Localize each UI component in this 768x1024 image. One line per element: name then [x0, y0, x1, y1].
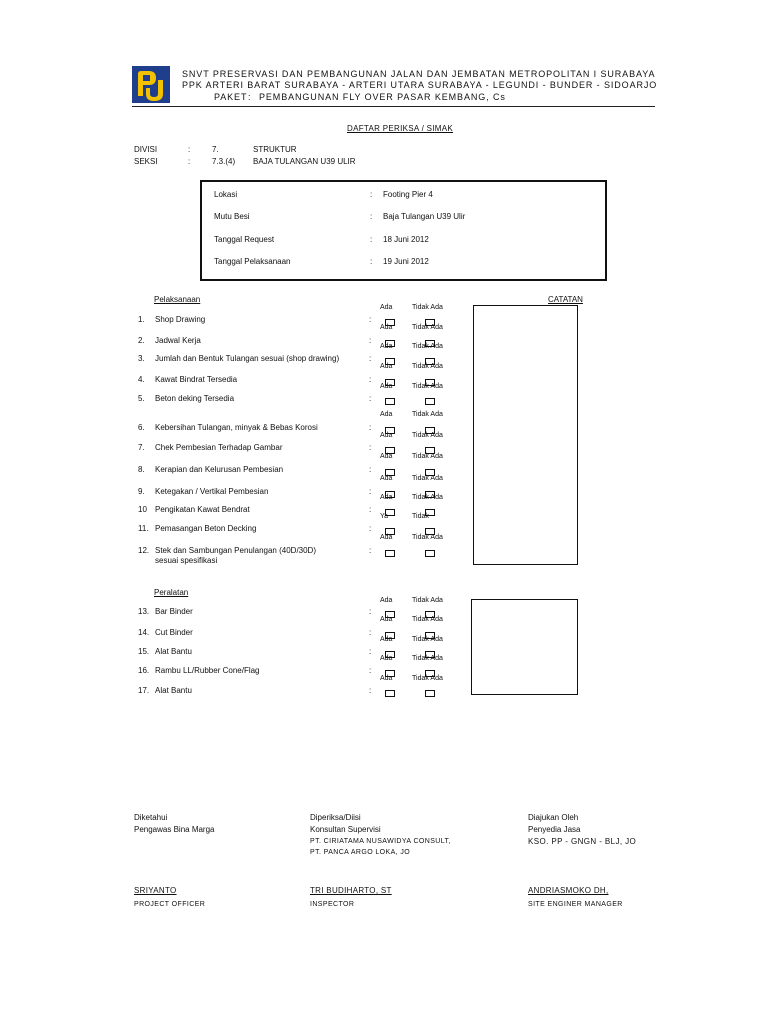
item-colon: : — [369, 607, 372, 616]
pelaksanaan-heading: Pelaksanaan — [154, 295, 201, 304]
tidak-ada-label: Tidak Ada — [412, 475, 443, 482]
ada-checkbox[interactable] — [385, 550, 395, 557]
item-colon: : — [369, 443, 372, 452]
ada-label: Ada — [380, 343, 393, 350]
item-text: Pemasangan Beton Decking — [155, 524, 257, 533]
peralatan-heading: Peralatan — [154, 588, 189, 597]
item-text-line2: sesuai spesifikasi — [155, 556, 218, 565]
info-value: 19 Juni 2012 — [383, 257, 429, 266]
tidak-ada-label: Tidak Ada — [412, 432, 443, 439]
signature-role-line1: Diperiksa/Diisi — [310, 813, 361, 822]
tidak-ada-label: Tidak — [412, 513, 429, 520]
catatan-box-peralatan[interactable] — [471, 599, 578, 695]
tidak-ada-label: Tidak Ada — [412, 636, 443, 643]
item-text: Stek dan Sambungan Penulangan (40D/30D) — [155, 546, 316, 555]
item-number: 15. — [138, 647, 150, 656]
seksi-code: 7.3.(4) — [212, 157, 236, 166]
header-paket-label: PAKET — [214, 92, 248, 102]
tidak-ada-checkbox[interactable] — [425, 550, 435, 557]
item-text: Alat Bantu — [155, 647, 192, 656]
item-number: 9. — [138, 487, 145, 496]
tidak-ada-label: Tidak Ada — [412, 383, 443, 390]
signatory-name: TRI BUDIHARTO, ST — [310, 886, 392, 895]
tidak-ada-label: Tidak Ada — [412, 534, 443, 541]
divisi-colon: : — [188, 145, 191, 154]
item-colon: : — [369, 487, 372, 496]
item-text: Kerapian dan Kelurusan Pembesian — [155, 465, 284, 474]
item-number: 8. — [138, 465, 145, 474]
ada-label: Ada — [380, 363, 393, 370]
item-text: Kawat Bindrat Tersedia — [155, 375, 238, 384]
header-divider — [132, 106, 655, 107]
ada-label: Ada — [380, 675, 393, 682]
tidak-ada-label: Tidak Ada — [412, 324, 443, 331]
ada-label: Ada — [380, 597, 393, 604]
tidak-ada-label: Tidak Ada — [412, 304, 443, 311]
item-number: 5. — [138, 394, 145, 403]
item-text: Jadwal Kerja — [155, 336, 201, 345]
ada-label: Ada — [380, 304, 393, 311]
divisi-label: DIVISI — [134, 145, 158, 154]
seksi-colon: : — [188, 157, 191, 166]
item-text: Cut Binder — [155, 628, 193, 637]
signatory-title: SITE ENGINER MANAGER — [528, 901, 623, 908]
item-number: 14. — [138, 628, 150, 637]
info-colon: : — [370, 235, 373, 244]
item-colon: : — [369, 394, 372, 403]
ada-label: Ada — [380, 616, 393, 623]
tidak-ada-label: Tidak Ada — [412, 343, 443, 350]
ada-label: Ya — [380, 513, 389, 520]
item-number: 1. — [138, 315, 145, 324]
ada-checkbox[interactable] — [385, 690, 395, 697]
item-colon: : — [369, 336, 372, 345]
tidak-ada-checkbox[interactable] — [425, 398, 435, 405]
item-text: Shop Drawing — [155, 315, 206, 324]
item-number: 4. — [138, 375, 145, 384]
signatory-name: ANDRIASMOKO DH, — [528, 886, 609, 895]
item-colon: : — [369, 686, 372, 695]
info-colon: : — [370, 212, 373, 221]
ada-label: Ada — [380, 453, 393, 460]
signature-role-line1: Diajukan Oleh — [528, 813, 579, 822]
signatory-title: PROJECT OFFICER — [134, 901, 206, 908]
ada-label: Ada — [380, 432, 393, 439]
item-colon: : — [369, 375, 372, 384]
tidak-ada-label: Tidak Ada — [412, 597, 443, 604]
item-colon: : — [369, 666, 372, 675]
signature-role-line2: Pengawas Bina Marga — [134, 825, 215, 834]
ada-label: Ada — [380, 475, 393, 482]
header-paket-colon: : — [248, 92, 252, 102]
catatan-heading: CATATAN — [548, 295, 583, 304]
item-number: 2. — [138, 336, 145, 345]
item-number: 16. — [138, 666, 150, 675]
ada-checkbox[interactable] — [385, 398, 395, 405]
ada-label: Ada — [380, 534, 393, 541]
tidak-ada-label: Tidak Ada — [412, 363, 443, 370]
item-text: Ketegakan / Vertikal Pembesian — [155, 487, 269, 496]
ada-label: Ada — [380, 655, 393, 662]
tidak-ada-label: Tidak Ada — [412, 616, 443, 623]
info-value: Baja Tulangan U39 Ulir — [383, 212, 466, 221]
info-label: Tanggal Request — [214, 235, 275, 244]
ada-label: Ada — [380, 636, 393, 643]
item-colon: : — [369, 628, 372, 637]
info-value: 18 Juni 2012 — [383, 235, 429, 244]
catatan-box-pelaksanaan[interactable] — [473, 305, 578, 565]
divisi-code: 7. — [212, 145, 219, 154]
item-colon: : — [369, 354, 372, 363]
info-label: Tanggal Pelaksanaan — [214, 257, 291, 266]
item-number: 7. — [138, 443, 145, 452]
tidak-ada-label: Tidak Ada — [412, 453, 443, 460]
item-text: Pengikatan Kawat Bendrat — [155, 505, 250, 514]
item-number: 17. — [138, 686, 150, 695]
ada-label: Ada — [380, 383, 393, 390]
signature-role-line1: Diketahui — [134, 813, 168, 822]
item-colon: : — [369, 546, 372, 555]
seksi-value: BAJA TULANGAN U39 ULIR — [253, 157, 356, 166]
pu-logo — [132, 66, 170, 103]
tidak-ada-label: Tidak Ada — [412, 411, 443, 418]
tidak-ada-label: Tidak Ada — [412, 494, 443, 501]
signatory-title: INSPECTOR — [310, 901, 355, 908]
ada-label: Ada — [380, 494, 393, 501]
signatory-name: SRIYANTO — [134, 886, 177, 895]
item-colon: : — [369, 524, 372, 533]
item-colon: : — [369, 647, 372, 656]
item-number: 11. — [138, 524, 149, 533]
ada-label: Ada — [380, 324, 393, 331]
tidak-ada-checkbox[interactable] — [425, 690, 435, 697]
item-number: 12. — [138, 546, 150, 555]
item-colon: : — [369, 315, 372, 324]
info-label: Lokasi — [214, 190, 238, 199]
item-text: Chek Pembesian Terhadap Gambar — [155, 443, 283, 452]
ada-label: Ada — [380, 411, 393, 418]
item-text: Jumlah dan Bentuk Tulangan sesuai (shop drawing) — [155, 354, 340, 363]
signature-company: PT. CIRIATAMA NUSAWIDYA CONSULT, — [310, 838, 451, 845]
item-text: Bar Binder — [155, 607, 193, 616]
signature-role-line2: Konsultan Supervisi — [310, 825, 381, 834]
info-label: Mutu Besi — [214, 212, 250, 221]
item-text: Alat Bantu — [155, 686, 192, 695]
item-colon: : — [369, 423, 372, 432]
tidak-ada-label: Tidak Ada — [412, 675, 443, 682]
item-text: Kebersihan Tulangan, minyak & Bebas Korosi — [155, 423, 318, 432]
info-colon: : — [370, 257, 373, 266]
signature-company-line2: PT. PANCA ARGO LOKA, JO — [310, 849, 411, 856]
item-number: 6. — [138, 423, 145, 432]
item-text: Beton deking Tersedia — [155, 394, 235, 403]
header-paket-value: PEMBANGUNAN FLY OVER PASAR KEMBANG, Cs — [259, 92, 506, 102]
item-text: Rambu LL/Rubber Cone/Flag — [155, 666, 260, 675]
item-number: 10 — [138, 505, 147, 514]
seksi-label: SEKSI — [134, 157, 158, 166]
info-value: Footing Pier 4 — [383, 190, 433, 199]
signature-role-line2: Penyedia Jasa — [528, 825, 581, 834]
header-line2: PPK ARTERI BARAT SURABAYA - ARTERI UTARA SURABAYA - LEGUNDI - BUNDER - SIDOARJO — [182, 80, 658, 90]
header-line1: SNVT PRESERVASI DAN PEMBANGUNAN JALAN DAN JEMBATAN METROPOLITAN I SURABAYA — [182, 69, 656, 79]
document-title: DAFTAR PERIKSA / SIMAK — [347, 124, 454, 133]
item-number: 13. — [138, 607, 150, 616]
item-colon: : — [369, 505, 372, 514]
divisi-value: STRUKTUR — [253, 145, 297, 154]
item-number: 3. — [138, 354, 145, 363]
signature-company: KSO. PP - GNGN - BLJ, JO — [528, 837, 637, 846]
item-colon: : — [369, 465, 372, 474]
tidak-ada-label: Tidak Ada — [412, 655, 443, 662]
info-colon: : — [370, 190, 373, 199]
